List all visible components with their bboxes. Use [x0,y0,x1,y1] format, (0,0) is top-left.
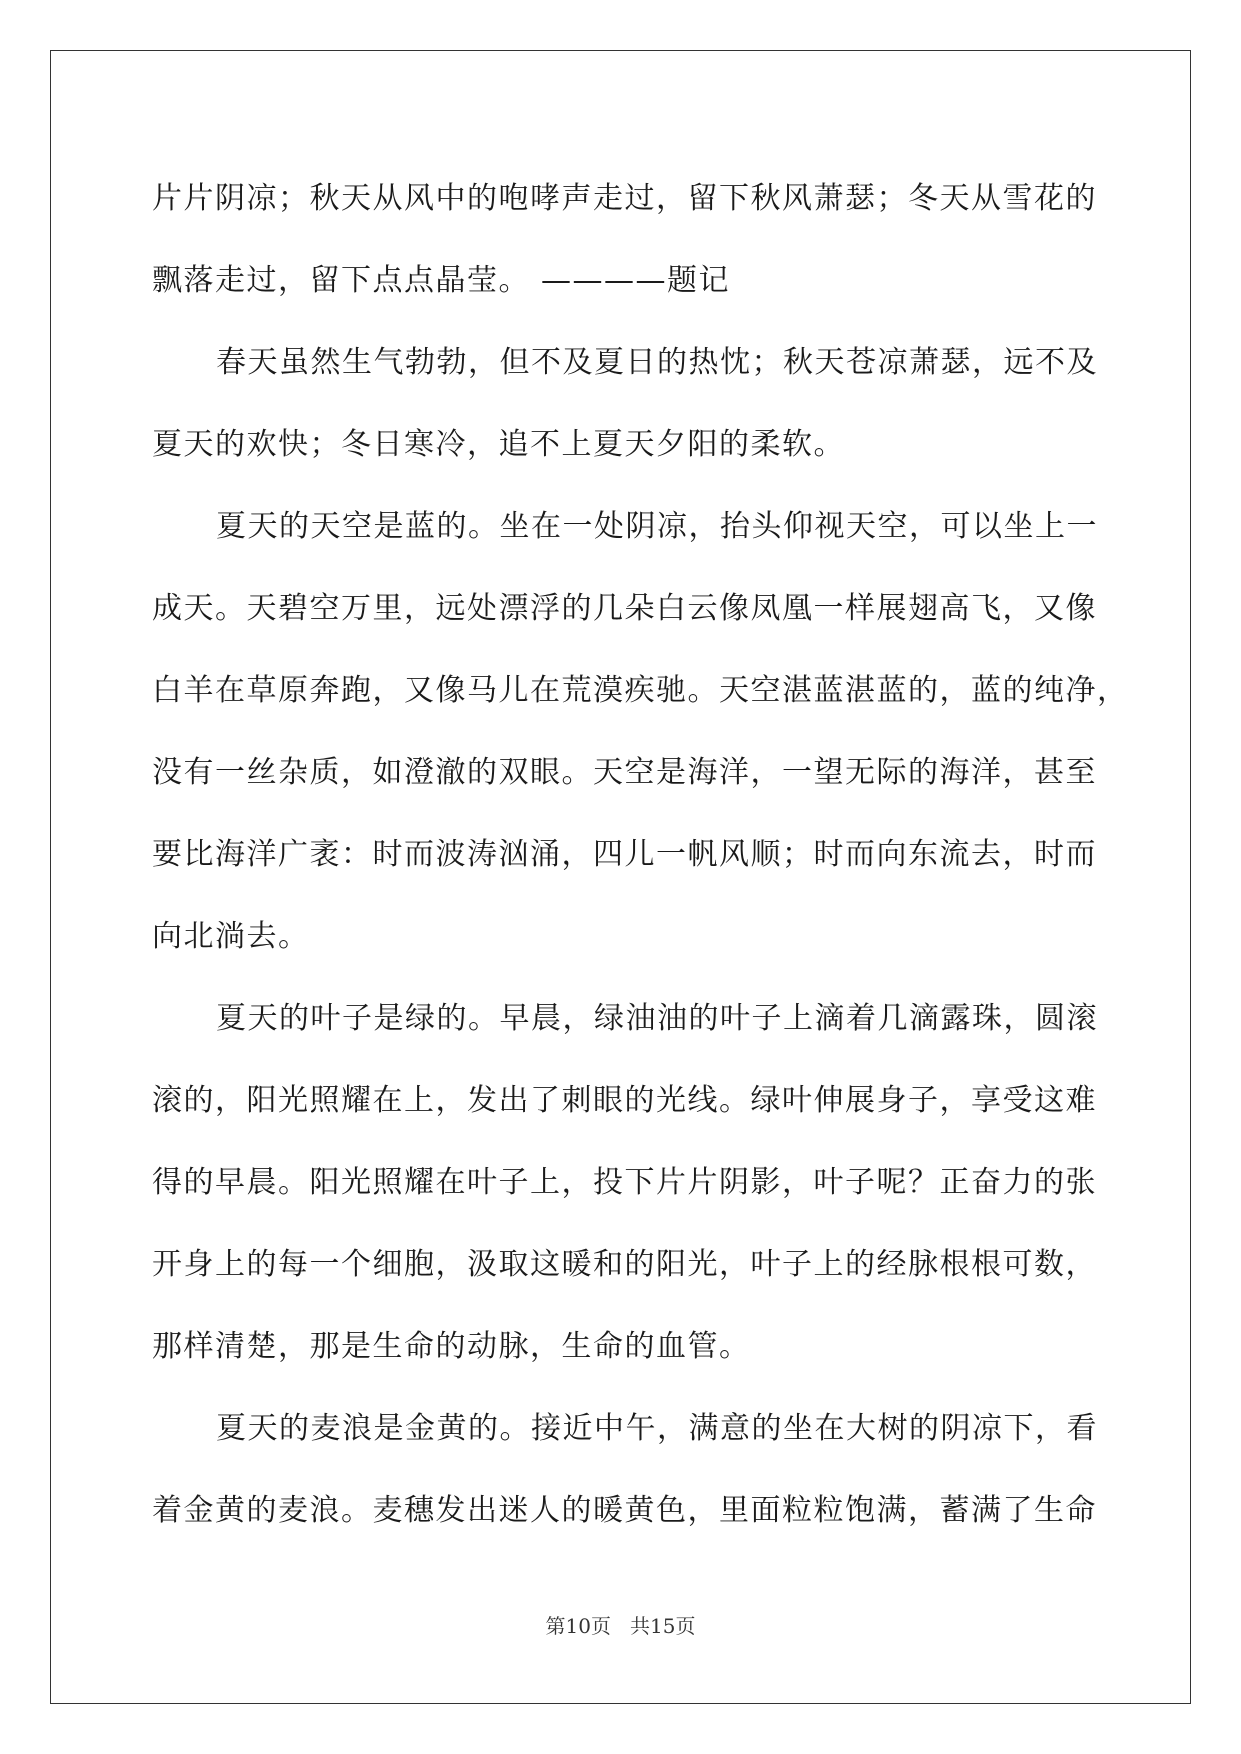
text-line: 那样清楚，那是生命的动脉，生命的血管。 [152,1329,751,1364]
page-total: 共15页 [630,1614,696,1638]
text-line: 得的早晨。阳光照耀在叶子上，投下片片阴影，叶子呢？正奋力的张 [152,1165,1097,1200]
text-line: 飘落走过，留下点点晶莹。 ————题记 [152,263,731,298]
text-line: 滚的，阳光照耀在上，发出了刺眼的光线。绿叶伸展身子，享受这难 [152,1083,1097,1118]
page-number: 第10页 [545,1614,611,1638]
text-line: 向北淌去。 [152,919,310,954]
text-line: 春天虽然生气勃勃，但不及夏日的热忱；秋天苍凉萧瑟，远不及 [216,345,1098,380]
text-line: 夏天的欢快；冬日寒冷，追不上夏天夕阳的柔软。 [152,427,845,462]
text-line: 片片阴凉；秋天从风中的咆哮声走过，留下秋风萧瑟；冬天从雪花的 [152,181,1097,216]
text-line: 夏天的麦浪是金黄的。接近中午，满意的坐在大树的阴凉下，看 [216,1411,1098,1446]
page-footer [0,1610,1241,1639]
text-line: 没有一丝杂质，如澄澈的双眼。天空是海洋，一望无际的海洋，甚至 [152,755,1097,790]
text-line: 夏天的天空是蓝的。坐在一处阴凉，抬头仰视天空，可以坐上一 [216,509,1098,544]
text-line: 要比海洋广袤：时而波涛汹涌，四儿一帆风顺；时而向东流去，时而 [152,837,1097,872]
text-line: 开身上的每一个细胞，汲取这暖和的阳光，叶子上的经脉根根可数， [152,1247,1097,1282]
text-line: 着金黄的麦浪。麦穗发出迷人的暖黄色，里面粒粒饱满，蓄满了生命 [152,1493,1097,1528]
document-body [152,158,1129,1552]
text-line: 白羊在草原奔跑，又像马儿在荒漠疾驰。天空湛蓝湛蓝的，蓝的纯净， [152,673,1129,708]
text-line: 成天。天碧空万里，远处漂浮的几朵白云像凤凰一样展翅高飞，又像 [152,591,1097,626]
text-line: 夏天的叶子是绿的。早晨，绿油油的叶子上滴着几滴露珠，圆滚 [216,1001,1098,1036]
